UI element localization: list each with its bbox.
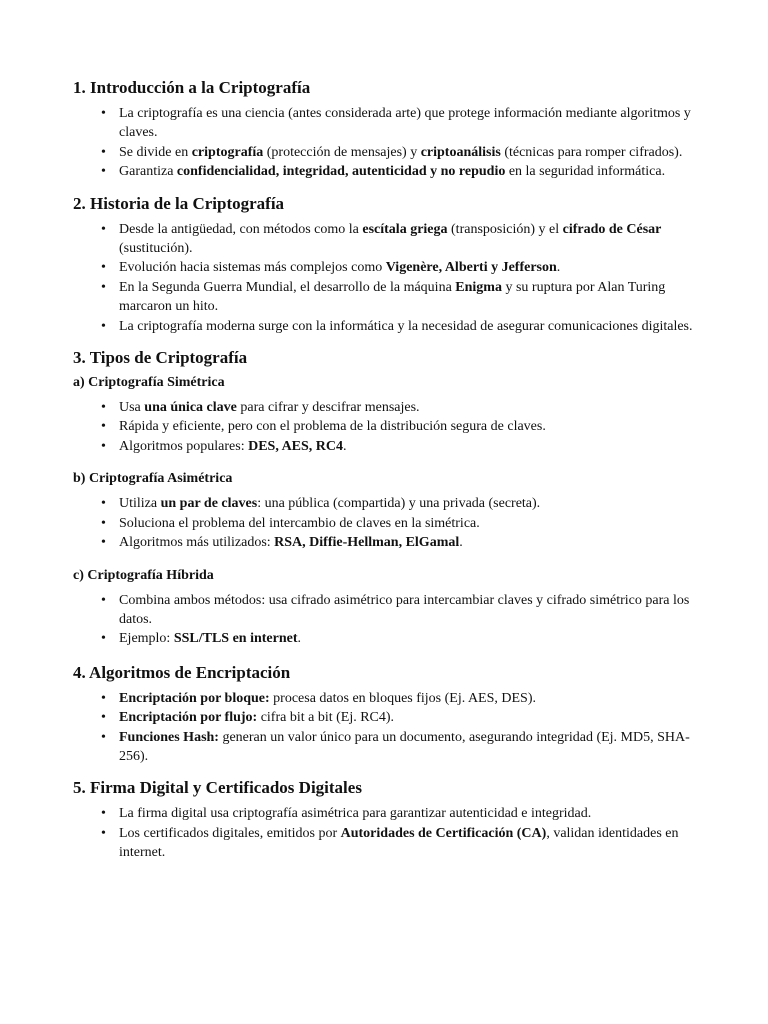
subsection [73,374,696,456]
bold-text: Funciones Hash: [119,729,219,745]
text-run: . [343,438,347,454]
section-heading: 4. Algoritmos de Encriptación [73,662,291,682]
text-run: para cifrar y descifrar mensajes. [236,400,420,416]
subsection-heading: c) Criptografía Híbrida [73,567,214,583]
bold-text: confidencialidad, integridad, autenticidad y no repudio [176,164,506,180]
text-run: Soluciona el problema del intercambio de claves en la simétrica. [119,515,480,531]
text-run: Ejemplo: [119,631,174,647]
text-run: procesa datos en bloques fijos (Ej. AES, DES). [269,690,537,706]
bold-text: RSA, Diffie-Hellman, ElGamal [274,535,460,551]
subsection [73,470,696,552]
bold-text: Vigenère, Alberti y Jefferson [385,260,557,276]
list-item [101,258,696,277]
text-run: , validan identidades en internet. [119,825,679,861]
bullet-icon: • [101,438,106,454]
text-run: (sustitución). [119,241,193,257]
bullet-icon: • [101,496,106,512]
bold-text: SSL/TLS en internet [173,631,298,647]
list-item [101,494,696,513]
bold-text: DES, AES, RC4 [248,438,344,454]
text-run: La criptografía es una ciencia (antes considerada arte) que protege información mediante algoritmos y claves. [119,106,691,141]
list-item [101,143,696,162]
list-item [101,629,696,648]
bullet-list [73,220,696,336]
list-item [101,533,696,552]
subsection [73,567,696,649]
bullet-icon: • [101,419,106,435]
bold-text: Encriptación por bloque: [119,690,270,706]
bullet-icon: • [101,729,106,745]
bullet-icon: • [101,144,106,160]
list-item [101,398,696,417]
section-heading: 5. Firma Digital y Certificados Digitales [73,778,362,798]
text-run: Evolución hacia sistemas más complejos como [119,260,386,276]
list-item [101,278,696,317]
section [73,78,696,182]
list-item [101,591,696,630]
text-run: Desde la antigüedad, con métodos como la [119,221,363,237]
text-run: en la seguridad informática. [505,164,666,180]
bullet-list [73,689,696,767]
list-item [101,689,696,708]
bullet-list [73,804,696,862]
text-run: generan un valor único para un documento, asegurando integridad (Ej. MD5, SHA-256). [119,729,690,764]
bold-text: una única clave [144,400,237,416]
bold-text: un par de claves [160,496,258,512]
text-run: . [459,535,463,551]
bullet-icon: • [101,631,106,647]
bullet-icon: • [101,221,106,237]
text-run: Garantiza [119,164,177,180]
text-run: cifra bit a bit (Ej. RC4). [257,710,395,726]
bold-text: cifrado de César [562,221,662,237]
bold-text: Encriptación por flujo: [119,710,258,726]
text-run: Algoritmos populares: [119,438,249,454]
bullet-icon: • [101,535,106,551]
bold-text: Enigma [455,279,502,295]
list-item [101,804,696,823]
bullet-icon: • [101,106,106,121]
text-run: Se divide en [119,144,192,160]
section-heading: 2. Historia de la Criptografía [73,193,285,213]
section-heading: 1. Introducción a la Criptografía [73,78,311,97]
bullet-icon: • [101,592,106,608]
bullet-list [73,494,696,552]
bullet-icon: • [101,164,106,180]
section [73,663,696,767]
bold-text: criptografía [191,144,264,160]
text-run: Rápida y eficiente, pero con el problema de la distribución segura de claves. [119,419,546,435]
bullet-icon: • [101,806,106,822]
text-run: Utiliza [119,496,161,512]
list-item [101,514,696,533]
bullet-icon: • [101,279,106,295]
section [73,778,696,862]
bullet-icon: • [101,690,106,706]
list-item [101,708,696,727]
text-run: La criptografía moderna surge con la informática y la necesidad de asegurar comunicaciones digitales. [119,318,693,334]
subsection-heading: b) Criptografía Asimétrica [73,471,233,487]
text-run: y su ruptura por Alan Turing marcaron un hito. [119,279,666,315]
bold-text: Autoridades de Certificación (CA) [340,825,547,841]
list-item [101,220,696,259]
text-run: Usa [119,400,145,416]
list-item [101,162,696,181]
bullet-icon: • [101,825,106,841]
list-item [101,317,696,336]
text-run: . [297,631,302,647]
bullet-icon: • [101,260,106,276]
section-heading: 3. Tipos de Criptografía [73,348,248,368]
bullet-list [73,104,696,182]
text-run: Los certificados digitales, emitidos por [119,825,341,841]
bullet-list [73,591,696,649]
text-run: : una pública (compartida) y una privada (secreta). [257,496,541,512]
bullet-list [73,398,696,456]
list-item [101,728,696,767]
bullet-icon: • [101,318,106,334]
text-run: (protección de mensajes) y [263,144,421,160]
bold-text: escítala griega [362,221,448,237]
section [73,194,696,336]
text-run: La firma digital usa criptografía asimétrica para garantizar autenticidad e integridad. [119,806,592,822]
list-item [101,437,696,456]
list-item [101,824,696,863]
text-run: (técnicas para romper cifrados). [500,144,683,160]
text-run: Combina ambos métodos: usa cifrado asimétrico para intercambiar claves y cifrado simétrico para los datos. [119,592,690,627]
bold-text: criptoanálisis [420,144,501,160]
list-item [101,104,696,143]
text-run: . [556,260,561,276]
text-run: Algoritmos más utilizados: [119,535,275,551]
section [73,348,696,649]
bullet-icon: • [101,710,106,726]
list-item [101,417,696,436]
subsection-heading: a) Criptografía Simétrica [73,375,225,391]
bullet-icon: • [101,400,106,416]
bullet-icon: • [101,515,106,531]
text-run: (transposición) y el [447,221,563,237]
text-run: En la Segunda Guerra Mundial, el desarrollo de la máquina [119,279,456,295]
